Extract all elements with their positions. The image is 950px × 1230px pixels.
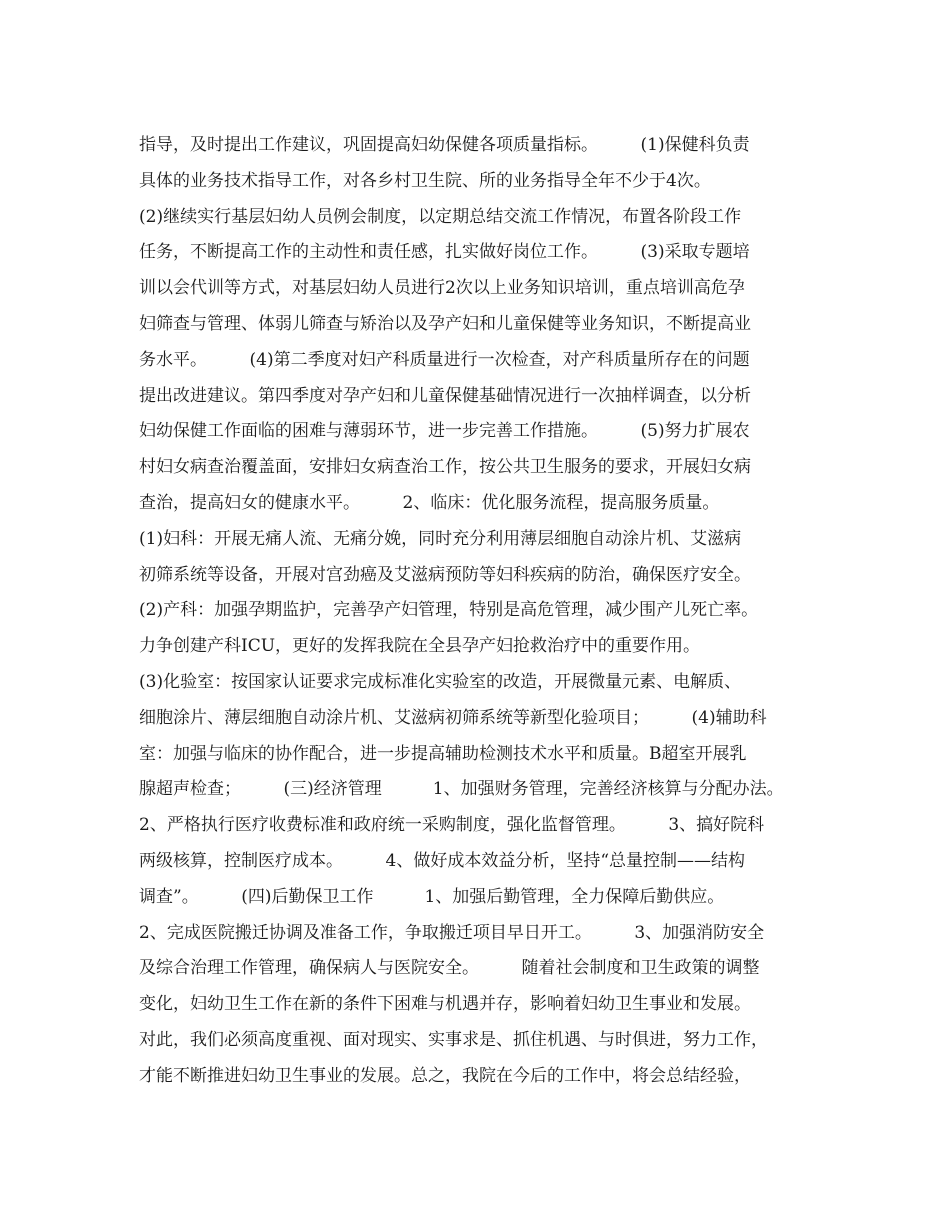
text-line: 室：加强与临床的协作配合，进一步提高辅助检测技术水平和质量。B超室开展乳 — [139, 743, 747, 764]
text-line: 妇幼保健工作面临的困难与薄弱环节，进一步完善工作措施。 (5)努力扩展农 — [139, 421, 750, 442]
text-line: (3)化验室：按国家认证要求完成标准化实验室的改造，开展微量元素、电解质、 — [139, 671, 742, 692]
body-text — [139, 128, 829, 1095]
text-line: 变化，妇幼卫生工作在新的条件下困难与机遇并存，影响着妇幼卫生事业和发展。 — [139, 994, 751, 1015]
text-line: 妇筛查与管理、体弱儿筛查与矫治以及孕产妇和儿童保健等业务知识，不断提高业 — [139, 313, 751, 334]
text-line: 务水平。 (4)第二季度对妇产科质量进行一次检查，对产科质量所存在的问题 — [139, 349, 750, 370]
text-line: 对此，我们必须高度重视、面对现实、实事求是、抓住机遇、与时俱进，努力工作， — [139, 1029, 768, 1050]
text-line: 力争创建产科ICU，更好的发挥我院在全县孕产妇抢救治疗中的重要作用。 — [139, 636, 701, 657]
text-line: 初筛系统等设备，开展对宫劲癌及艾滋病预防等妇科疾病的防治，确保医疗安全。 — [139, 564, 751, 585]
text-line: 查治，提高妇女的健康水平。 2、临床：优化服务流程，提高服务质量。 — [139, 492, 720, 513]
text-line: 具体的业务技术指导工作，对各乡村卫生院、所的业务指导全年不少于4次。 — [139, 170, 711, 191]
text-line: 2、严格执行医疗收费标准和政府统一采购制度，强化监督管理。 3、搞好院科 — [139, 815, 765, 836]
text-line: 腺超声检查； (三)经济管理 1、加强财务管理，完善经济核算与分配办法。 — [139, 779, 784, 800]
text-line: 指导，及时提出工作建议，巩固提高妇幼保健各项质量指标。 (1)保健科负责 — [139, 135, 750, 155]
text-line: (2)产科：加强孕期监护，完善孕产妇管理，特别是高危管理，减少围产儿死亡率。 — [139, 600, 759, 621]
text-line: 2、完成医院搬迁协调及准备工作，争取搬迁项目早日开工。 3、加强消防安全 — [139, 922, 765, 943]
text-line: (1)妇科：开展无痛人流、无痛分娩，同时充分利用薄层细胞自动涂片机、艾滋病 — [139, 528, 742, 549]
text-line: 两级核算，控制医疗成本。 4、做好成本效益分析，坚持“总量控制——结构 — [139, 850, 746, 871]
text-line: 才能不断推进妇幼卫生事业的发展。总之，我院在今后的工作中，将会总结经验， — [139, 1065, 751, 1086]
text-line: 提出改进建议。第四季度对孕产妇和儿童保健基础情况进行一次抽样调查，以分析 — [139, 385, 751, 406]
text-line: 调查”。 (四)后勤保卫工作 1、加强后勤管理，全力保障后勤供应。 — [139, 886, 725, 907]
text-line: (2)继续实行基层妇幼人员例会制度，以定期总结交流工作情况，布置各阶段工作 — [139, 206, 742, 227]
text-line: 训以会代训等方式，对基层妇幼人员进行2次以上业务知识培训，重点培训高危孕 — [139, 278, 745, 299]
text-line: 细胞涂片、薄层细胞自动涂片机、艾滋病初筛系统等新型化验项目； (4)辅助科 — [139, 707, 767, 728]
text-line: 村妇女病查治覆盖面，安排妇女病查治工作，按公共卫生服务的要求，开展妇女病 — [139, 457, 751, 478]
text-line: 及综合治理工作管理，确保病人与医院安全。 随着社会制度和卫生政策的调整 — [139, 958, 760, 979]
text-line: 任务，不断提高工作的主动性和责任感，扎实做好岗位工作。 (3)采取专题培 — [139, 242, 750, 263]
